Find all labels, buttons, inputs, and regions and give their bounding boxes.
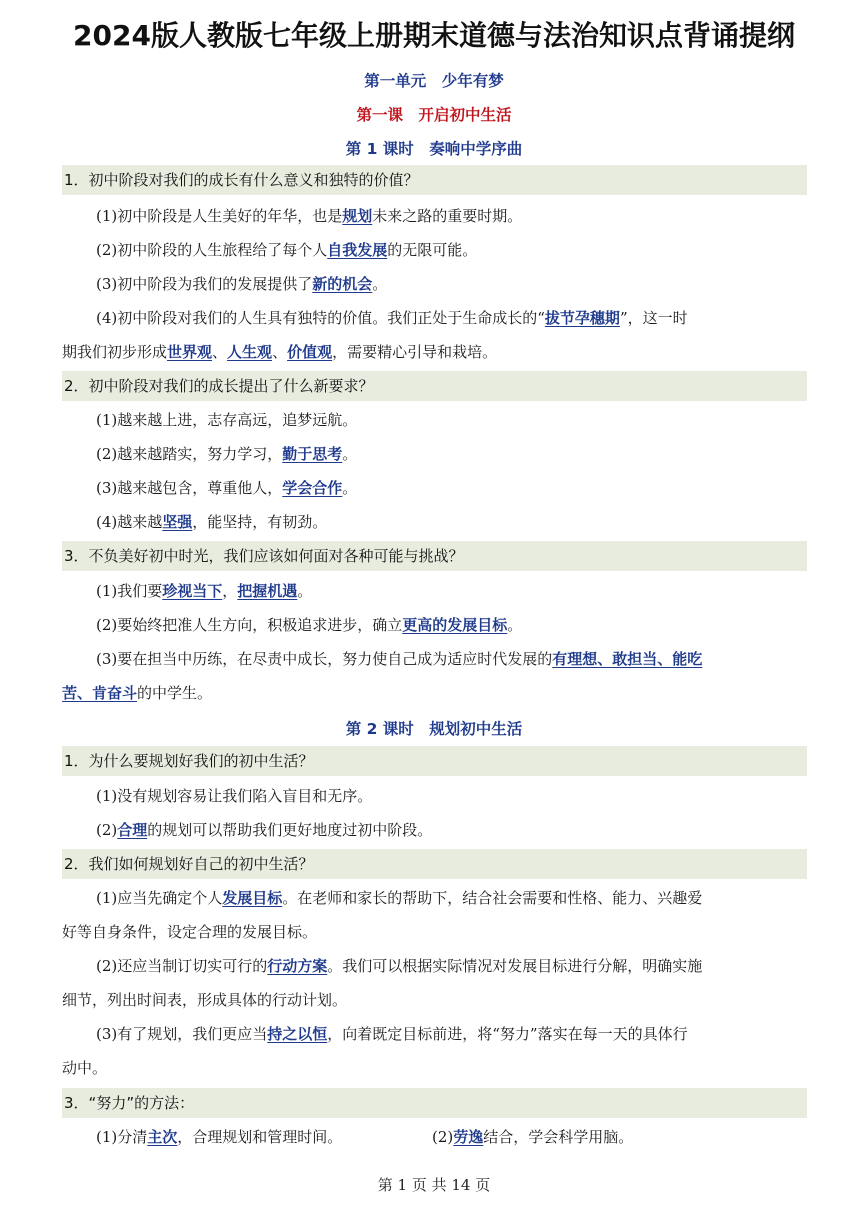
keyword: 规划: [342, 207, 373, 225]
question-bar: 1．为什么要规划好我们的初中生活？: [62, 746, 807, 776]
question-bar: 2．我们如何规划好自己的初中生活？: [62, 849, 807, 879]
answer-line: (3)要在担当中历练，在尽责中成长，努力使自己成为适应时代发展的有理想、敢担当、能吃: [96, 650, 703, 668]
answer-line: (2)初中阶段的人生旅程给了每个人自我发展的无限可能。: [96, 241, 478, 259]
keyword: 更高的发展目标: [402, 616, 508, 634]
keyword: 世界观: [167, 343, 213, 361]
document-title: 2024版人教版七年级上册期末道德与法治知识点背诵提纲: [73, 19, 795, 52]
keyword: 勤于思考: [282, 445, 343, 463]
keyword: 合理: [117, 821, 148, 839]
keyword: 劳逸: [453, 1128, 484, 1146]
answer-line: (4)越来越坚强，能坚持，有韧劲。: [96, 513, 328, 531]
period-heading-2: 第 2 课时 规划初中生活: [345, 720, 523, 738]
keyword: 行动方案: [267, 957, 328, 975]
answer-line: 细节，列出时间表，形成具体的行动计划。: [62, 991, 348, 1009]
answer-line: (1)应当先确定个人发展目标。在老师和家长的帮助下，结合社会需要和性格、能力、兴趣爱: [96, 889, 703, 907]
answer-line: (2)要始终把准人生方向，积极追求进步，确立更高的发展目标。: [96, 616, 523, 634]
keyword: 把握机遇: [237, 582, 298, 600]
question-bar: 1．初中阶段对我们的成长有什么意义和独特的价值？: [62, 165, 807, 195]
keyword: 珍视当下: [162, 582, 223, 600]
page-footer: 第 1 页 共 14 页: [377, 1176, 491, 1194]
keyword: 学会合作: [282, 479, 343, 497]
answer-line: 动中。: [62, 1059, 108, 1077]
keyword: 坚强: [162, 513, 193, 531]
question-bar: 2．初中阶段对我们的成长提出了什么新要求？: [62, 371, 807, 401]
answer-line: 苦、肯奋斗的中学生。: [62, 684, 213, 702]
answer-line: (2)劳逸结合，学会科学用脑。: [432, 1128, 634, 1146]
answer-line: (3)有了规划，我们更应当持之以恒，向着既定目标前进，将“努力”落实在每一天的具体行: [96, 1025, 688, 1043]
keyword: 价值观: [287, 343, 333, 361]
answer-line: (4)初中阶段对我们的人生具有独特的价值。我们正处于生命成长的“拔节孕穗期”，这一时: [96, 309, 688, 327]
keyword: 主次: [147, 1128, 178, 1146]
answer-line: (1)没有规划容易让我们陷入盲目和无序。: [96, 787, 373, 805]
keyword: 苦、肯奋斗: [62, 684, 138, 702]
answer-line: 期我们初步形成世界观、人生观、价值观，需要精心引导和栽培。: [62, 343, 498, 361]
answer-line: (1)分清主次，合理规划和管理时间。: [96, 1128, 343, 1146]
keyword: 发展目标: [222, 889, 283, 907]
unit-heading: 第一单元 少年有梦: [364, 72, 504, 90]
answer-line: (2)越来越踏实，努力学习，勤于思考。: [96, 445, 358, 463]
keyword: 人生观: [227, 343, 273, 361]
period-heading-1: 第 1 课时 奏响中学序曲: [345, 140, 523, 158]
lesson-heading: 第一课 开启初中生活: [356, 106, 512, 124]
keyword: 拔节孕穗期: [544, 309, 620, 327]
question-bar: 3．“努力”的方法：: [62, 1088, 807, 1118]
keyword: 新的机会: [312, 275, 373, 293]
answer-line: 好等自身条件，设定合理的发展目标。: [62, 923, 318, 941]
answer-line: (1)初中阶段是人生美好的年华，也是规划未来之路的重要时期。: [96, 207, 523, 225]
keyword: 有理想、敢担当、能吃: [552, 650, 703, 668]
answer-line: (2)还应当制订切实可行的行动方案。我们可以根据实际情况对发展目标进行分解，明确实施: [96, 957, 703, 975]
answer-line: (3)越来越包含，尊重他人，学会合作。: [96, 479, 358, 497]
answer-line: (3)初中阶段为我们的发展提供了新的机会。: [96, 275, 388, 293]
question-bar: 3．不负美好初中时光，我们应该如何面对各种可能与挑战？: [62, 541, 807, 571]
answer-line: (2)合理的规划可以帮助我们更好地度过初中阶段。: [96, 821, 433, 839]
answer-line: (1)越来越上进，志存高远，追梦远航。: [96, 411, 358, 429]
answer-line: (1)我们要珍视当下，把握机遇。: [96, 582, 313, 600]
keyword: 持之以恒: [267, 1025, 328, 1043]
keyword: 自我发展: [327, 241, 388, 259]
